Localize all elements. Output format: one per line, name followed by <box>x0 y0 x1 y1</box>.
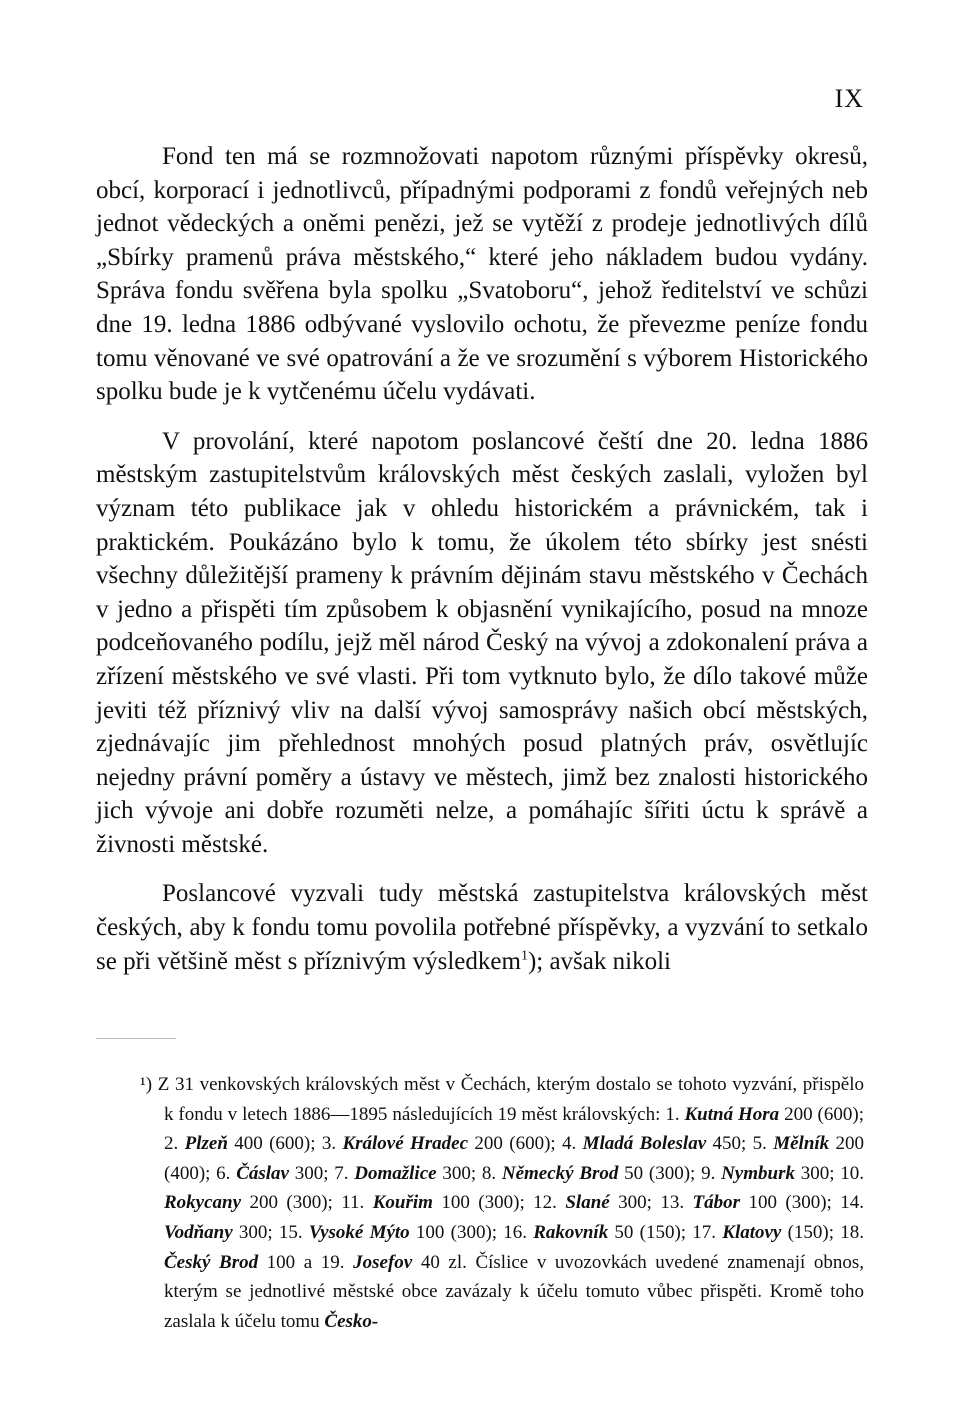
footnote-town-name: Vysoké Mýto <box>308 1221 410 1243</box>
footnote-text-segment: (150); 18. <box>781 1221 864 1243</box>
footnote-paragraph <box>140 1070 864 1336</box>
footnote-text-segment: 50 (300); 9. <box>618 1162 722 1184</box>
footnote-text-segment: 300; 7. <box>288 1162 355 1184</box>
footnote-text-segment: 300; 13. <box>609 1192 693 1214</box>
footnote-town-name: Mělník <box>773 1133 830 1155</box>
footnote-town-name: Český Brod <box>164 1251 259 1273</box>
footnote-town-name: Kutná Hora <box>684 1103 780 1125</box>
footnote-town-name: Králové Hradec <box>342 1133 469 1155</box>
footnote-town-name: Josefov <box>353 1251 413 1273</box>
footnote-text-segment: 400 (600); 3. <box>227 1133 343 1155</box>
footnote <box>140 1070 864 1336</box>
footnote-text-segment: 300; 8. <box>436 1162 502 1184</box>
footnote-text-segment: 50 (150); 17. <box>608 1221 723 1243</box>
page-number: IX <box>834 84 864 113</box>
footnote-reference[interactable]: 1 <box>520 948 528 964</box>
footnote-town-name: Plzeň <box>184 1133 228 1155</box>
footnote-town-name: Rakovník <box>533 1221 609 1243</box>
footnote-text-segment: Z 31 venkovských královských měst v Čechách, kterým dostalo se tohoto vyzvání, přispělo k fondu v letech 1886—1895 následujících 19 měst královských: 1. <box>157 1074 865 1125</box>
footnote-text-segment: 300; 10. <box>794 1162 865 1184</box>
paragraph-response <box>96 877 868 978</box>
footnote-town-name: Německý Brod <box>501 1162 619 1184</box>
footnote-town-name: Česko- <box>324 1310 379 1332</box>
footnote-town-name: Slané <box>565 1192 610 1214</box>
footnote-text-segment: 100 (300); 12. <box>432 1192 566 1214</box>
footnote-text-segment: 300; 15. <box>232 1221 309 1243</box>
body-text <box>96 140 868 994</box>
footnote-text-segment: 200 (400); 6. <box>164 1133 865 1184</box>
paragraph-response-tail: ); avšak nikoli <box>527 947 671 975</box>
footnote-text-segment: 100 a 19. <box>258 1251 354 1273</box>
footnote-separator <box>96 1038 176 1039</box>
paragraph-fund: Fond ten má se rozmnožovati napotom různými příspěvky okresů, obcí, korporací i jednotlivců, případnými podporami z fondů veřejných neb jednot vědeckých a oněmi penězi, jež se vytěží z prodeje jednotlivých dílů „Sbírky pramenů práva městského,“ které jeho nákladem budou vydány. Správa fondu svěřena byla spolku „Svatoboru“, jehož ředitelství ve schůzi dne 19. ledna 1886 odbývané vyslovilo ochotu, že převezme peníze fondu tomu věnované ve své opatrování a že ve srozumění s výborem Historického spolku bude je k vytčenému účelu vydávati. <box>96 143 868 406</box>
footnote-town-name: Klatovy <box>722 1221 782 1243</box>
footnote-text-segment: 200 (600); 2. <box>164 1103 864 1155</box>
footnote-text-segment: 40 zl. Číslice v uvozovkách uvedené znamenají obnos, kterým se jednotlivé městské obce zavázaly k účelu tomuto vůbec přispěti. Kromě toho zaslala k účelu tomu <box>164 1251 864 1332</box>
footnote-town-name: Domažlice <box>354 1162 437 1184</box>
footnote-town-name: Mladá Boleslav <box>582 1133 707 1155</box>
paragraph-proclamation: V provolání, které napotom poslancové čeští dne 20. ledna 1886 městským zastupitelstvům královských měst českých zaslali, vyložen byl význam této publikace jak v ohledu historickém a právnickém, tak i praktickém. Poukázáno bylo k tomu, že úkolem této sbírky jest snésti všechny důležitější prameny k právním dějinám stavu městského v Čechách v jedno a přispěti tím způsobem k objasnění vynikajícího, posud na mnoze podceňovaného podílu, jejž měl národ Český na vývoj a zdokonalení práva a zřízení městského ve své vlasti. Při tom vytknuto bylo, že dílo takové může jeviti též příznivý vliv na další vývoj samosprávy našich obcí městských, zjednávajíc jim přehlednost mnohých posud platných práv, osvětlujíc nejedny právní poměry a ústavy ve městech, jimž bez znalosti historického jich vývoje ani dobře rozuměti nelze, a pomáhajíc šířiti úctu k správě a živnosti městské. <box>96 427 868 858</box>
footnote-town-name: Vodňany <box>164 1221 233 1243</box>
footnote-text-segment: 100 (300); 14. <box>740 1192 865 1214</box>
footnote-town-name: Tábor <box>692 1192 741 1214</box>
footnote-text-segment: 450; 5. <box>706 1133 774 1155</box>
footnote-text-segment: 100 (300); 16. <box>409 1221 534 1243</box>
footnote-town-name: Kouřim <box>372 1192 433 1214</box>
paragraph-response-text: Poslancové vyzvali tudy městská zastupitelstva královských měst českých, aby k fondu tomu povolila potřebné příspěvky, a vyzvání to setkalo se při většině měst s příznivým výsledkem <box>96 880 868 975</box>
footnote-text-segment: 200 (300); 11. <box>241 1192 373 1214</box>
footnote-body <box>158 1074 864 1332</box>
footnote-marker: ¹) <box>140 1074 153 1095</box>
footnote-text-segment: 200 (600); 4. <box>468 1133 583 1155</box>
footnote-town-name: Čáslav <box>236 1162 289 1184</box>
footnote-town-name: Nymburk <box>721 1162 795 1184</box>
footnote-town-name: Rokycany <box>164 1192 242 1214</box>
